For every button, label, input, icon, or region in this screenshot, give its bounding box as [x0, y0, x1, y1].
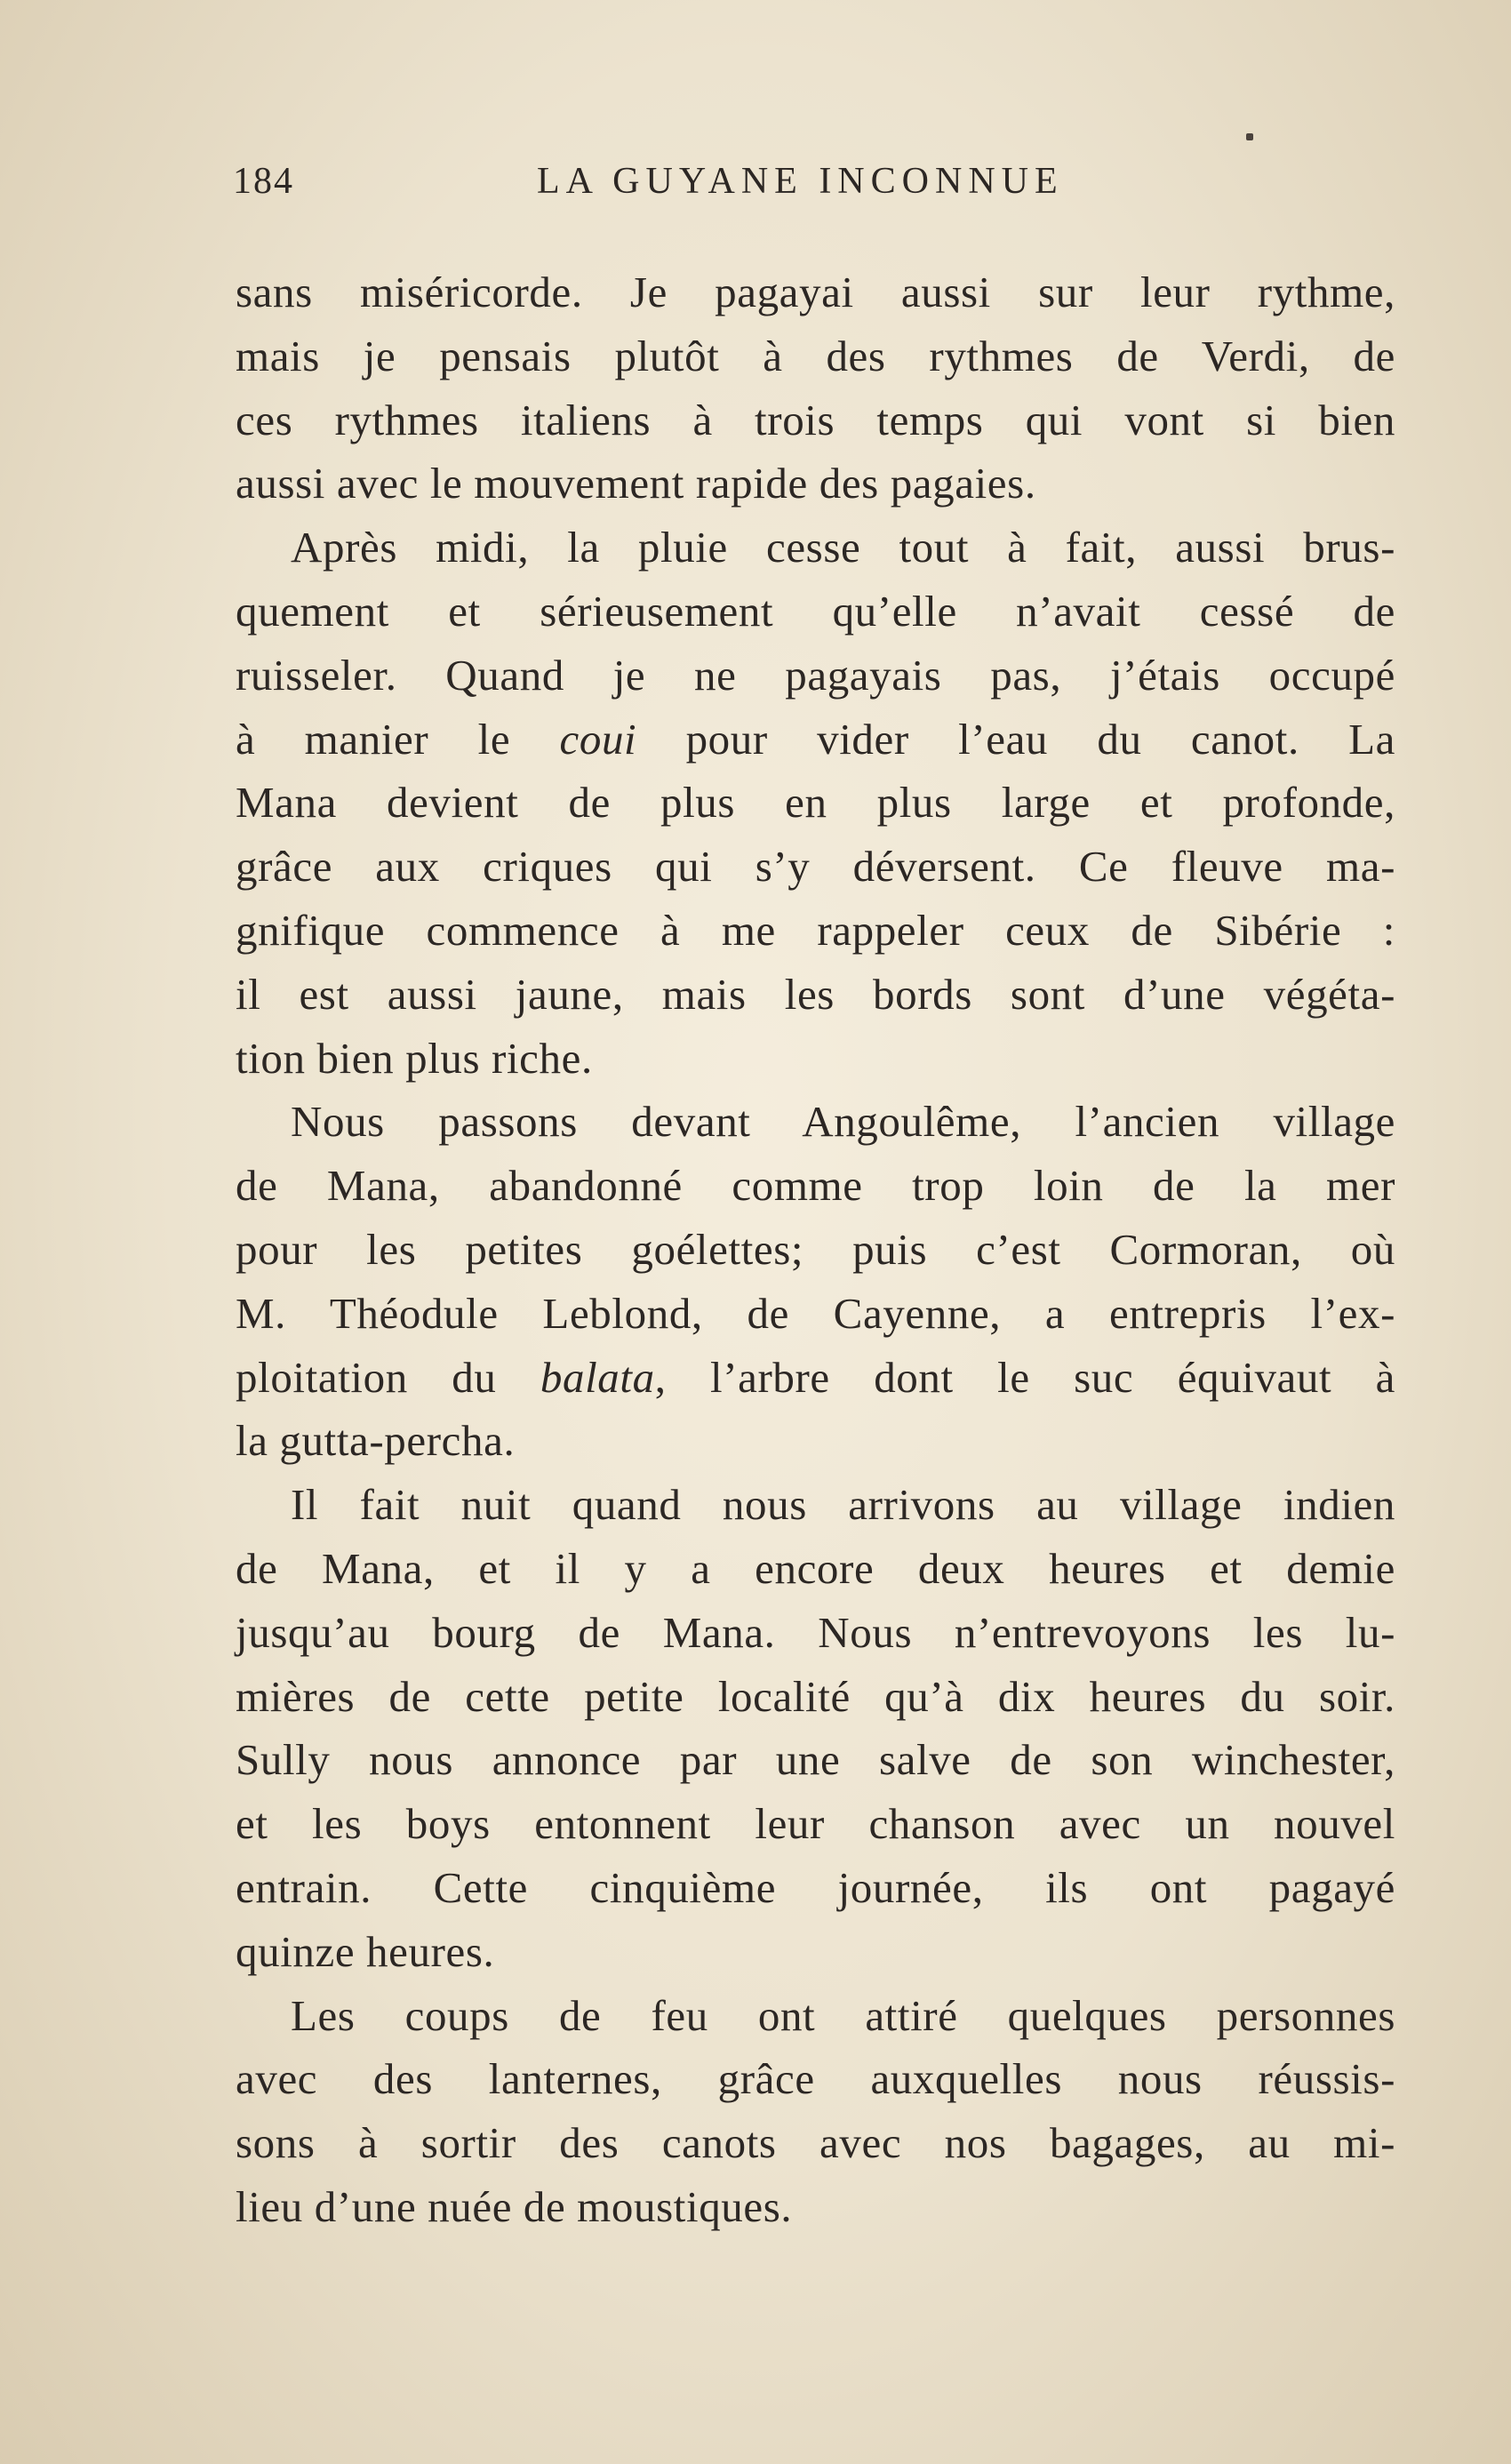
text-line: sons à sortir des canots avec nos bagages, au mi- [236, 2118, 1395, 2168]
text-line: avec des lanternes, grâce auxquelles nous réussis- [236, 2054, 1395, 2104]
text-line: M. Théodule Leblond, de Cayenne, a entrepris l’ex- [236, 1288, 1395, 1338]
text-line [236, 708, 1395, 772]
text-line: Les coups de feu ont attiré quelques personnes [291, 1990, 1395, 2040]
text-line [236, 1346, 1395, 1410]
text-line: gnifique commence à me rappeler ceux de Sibérie : [236, 905, 1395, 955]
text-line: sans miséricorde. Je pagayai aussi sur leur rythme, [236, 268, 1395, 316]
text-run: ploitation du [236, 1352, 540, 1402]
text-line: aussi avec le mouvement rapide des pagaies. [236, 459, 1036, 508]
text-line: Après midi, la pluie cesse tout à fait, aussi brus- [291, 523, 1395, 572]
text-line: Sully nous annonce par une salve de son winchester, [236, 1735, 1395, 1785]
text-line: quement et sérieusement qu’elle n’avait cessé de [236, 586, 1395, 636]
running-head [233, 160, 1388, 213]
text-line: ruisseler. Quand je ne pagayais pas, j’étais occupé [236, 650, 1395, 700]
text-run: , l’arbre dont le suc équivaut à [654, 1352, 1396, 1402]
text-line: Il fait nuit quand nous arrivons au village indien [291, 1480, 1395, 1530]
text-run: pour vider l’eau du canot. La [636, 714, 1396, 764]
text-line: et les boys entonnent leur chanson avec un nouvel [236, 1799, 1395, 1849]
text-line: grâce aux criques qui s’y déversent. Ce fleuve ma- [236, 842, 1395, 892]
text-line: de Mana, abandonné comme trop loin de la mer [236, 1161, 1395, 1211]
text-line: de Mana, et il y a encore deux heures et demie [236, 1543, 1395, 1593]
body-text [236, 260, 1395, 2239]
text-line: mais je pensais plutôt à des rythmes de Verdi, de [236, 331, 1395, 380]
text-line: ces rythmes italiens à trois temps qui vont si bien [236, 395, 1395, 444]
text-line: mières de cette petite localité qu’à dix heures du soir. [236, 1671, 1395, 1721]
text-line: entrain. Cette cinquième journée, ils ont pagayé [236, 1862, 1395, 1912]
text-line: Mana devient de plus en plus large et profonde, [236, 778, 1395, 828]
text-line: tion bien plus riche. [236, 1033, 593, 1083]
text-line: jusqu’au bourg de Mana. Nous n’entrevoyons les lu- [236, 1607, 1395, 1657]
italic-term-balata: balata [540, 1352, 655, 1402]
italic-term-coui: coui [559, 714, 637, 764]
text-line: Nous passons devant Angoulême, l’ancien village [291, 1097, 1395, 1147]
text-line: pour les petites goélettes; puis c’est Cormoran, où [236, 1224, 1395, 1274]
ink-mark [1246, 133, 1253, 140]
book-title: LA GUYANE INCONNUE [537, 161, 1064, 202]
text-line: il est aussi jaune, mais les bords sont d’une végéta- [236, 969, 1395, 1019]
text-line: quinze heures. [236, 1926, 495, 1976]
page-number: 184 [233, 161, 294, 202]
text-run: à manier le [236, 714, 560, 764]
text-line: la gutta-percha. [236, 1416, 516, 1466]
text-line: lieu d’une nuée de moustiques. [236, 2181, 793, 2231]
